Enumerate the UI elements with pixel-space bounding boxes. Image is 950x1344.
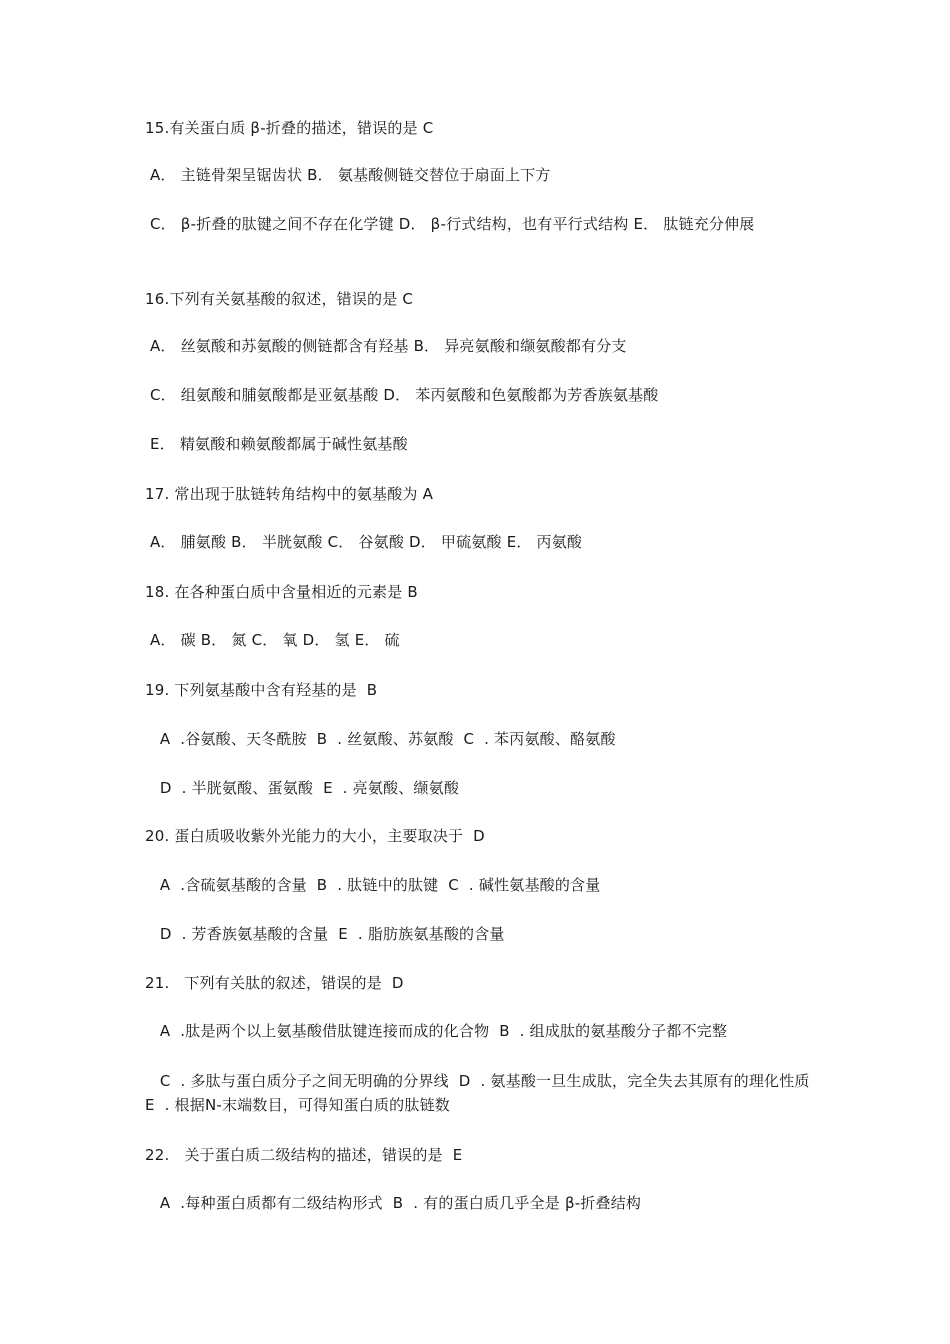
question-17-stem: 17. 常出现于肽链转角结构中的氨基酸为 A xyxy=(145,485,434,503)
question-16-option-e: E． 精氨酸和赖氨酸都属于碱性氨基酸 xyxy=(145,435,408,453)
question-20-stem: 20. 蛋白质吸收紫外光能力的大小，主要取决于 D xyxy=(145,827,485,845)
question-18-stem: 18. 在各种蛋白质中含量相近的元素是 B xyxy=(145,583,418,601)
question-21-options-cde: C . 多肽与蛋白质分子之间无明确的分界线 D . 氨基酸一旦生成肽，完全失去其原有的理化性质 E . 根据N-末端数目，可得知蛋白质的肽链数 xyxy=(145,1072,820,1114)
question-16-options-ab: A． 丝氨酸和苏氨酸的侧链都含有羟基 B． 异亮氨酸和缬氨酸都有分支 xyxy=(145,337,627,355)
question-15-options-cde: C． β-折叠的肽键之间不存在化学键 D． β-行式结构，也有平行式结构 E． 肽链充分伸展 xyxy=(145,215,755,233)
question-18-options: A． 碳 B． 氮 C． 氧 D． 氢 E． 硫 xyxy=(145,631,400,649)
question-19-stem: 19. 下列氨基酸中含有羟基的是 B xyxy=(145,681,378,699)
question-15-stem: 15.有关蛋白质 β-折叠的描述，错误的是 C xyxy=(145,119,434,137)
question-22-stem: 22. 关于蛋白质二级结构的描述，错误的是 E xyxy=(145,1146,463,1164)
question-22-options-ab: A .每种蛋白质都有二级结构形式 B . 有的蛋白质几乎全是 β-折叠结构 xyxy=(145,1194,642,1212)
question-19-options-de: D . 半胱氨酸、蛋氨酸 E . 亮氨酸、缬氨酸 xyxy=(145,779,460,797)
question-17-options: A． 脯氨酸 B． 半胱氨酸 C． 谷氨酸 D． 甲硫氨酸 E． 丙氨酸 xyxy=(145,533,583,551)
question-15-options-ab: A． 主链骨架呈锯齿状 B． 氨基酸侧链交替位于扇面上下方 xyxy=(145,166,551,184)
question-21-options-ab: A .肽是两个以上氨基酸借肽键连接而成的化合物 B . 组成肽的氨基酸分子都不完整 xyxy=(145,1022,728,1040)
question-16-options-cd: C． 组氨酸和脯氨酸都是亚氨基酸 D． 苯丙氨酸和色氨酸都为芳香族氨基酸 xyxy=(145,386,659,404)
question-21-stem: 21. 下列有关肽的叙述，错误的是 D xyxy=(145,974,404,992)
question-16-stem: 16.下列有关氨基酸的叙述，错误的是 C xyxy=(145,290,414,308)
question-20-options-de: D . 芳香族氨基酸的含量 E . 脂肪族氨基酸的含量 xyxy=(145,925,505,943)
question-20-options-abc: A .含硫氨基酸的含量 B . 肽链中的肽键 C . 碱性氨基酸的含量 xyxy=(145,876,601,894)
question-19-options-abc: A .谷氨酸、天冬酰胺 B . 丝氨酸、苏氨酸 C . 苯丙氨酸、酪氨酸 xyxy=(145,730,616,748)
